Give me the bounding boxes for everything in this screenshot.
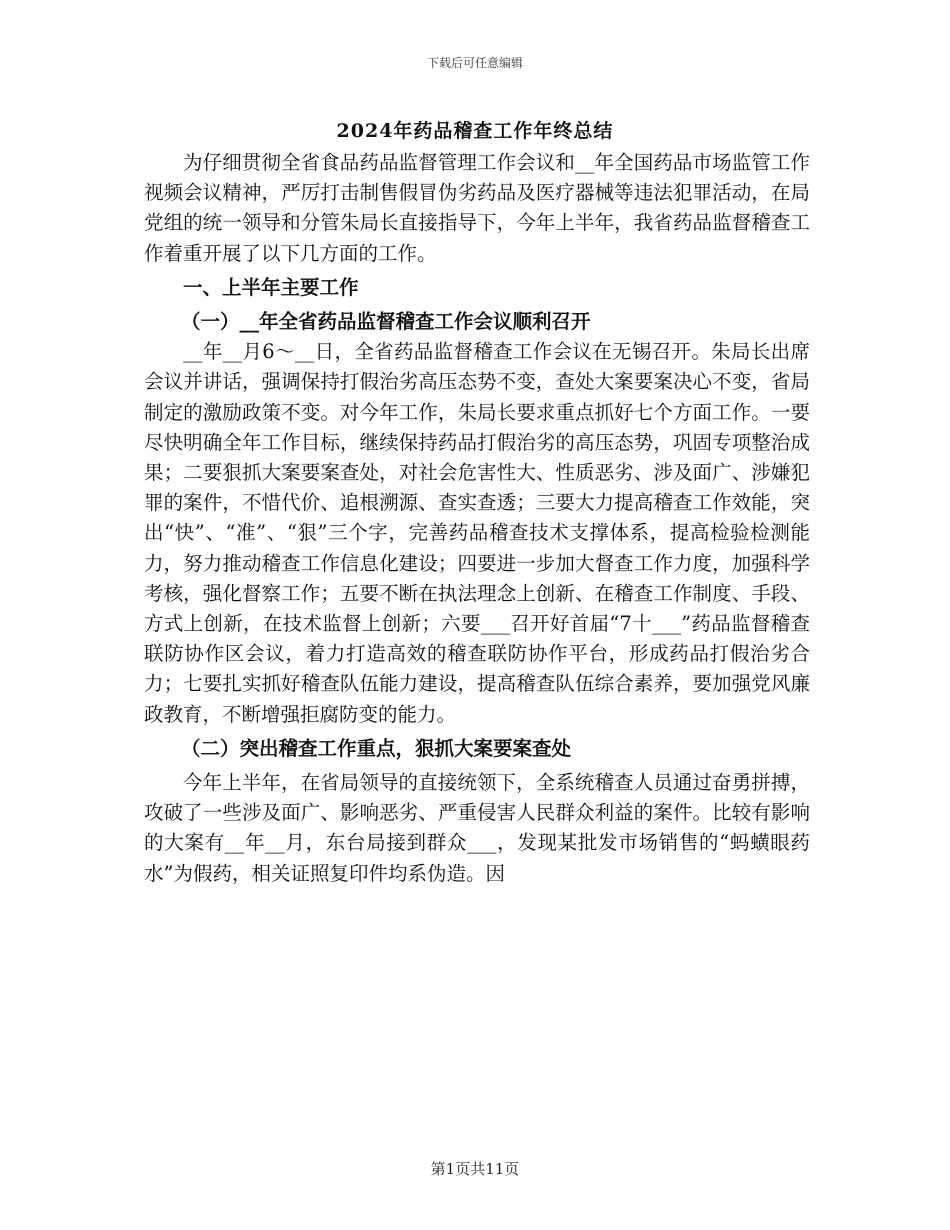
subsection-heading-2: （二）突出稽查工作重点，狠抓大案要案查处	[181, 736, 572, 760]
document-body	[144, 148, 810, 889]
page-number: 第1页共11页	[430, 1160, 520, 1178]
subsection-2-paragraph: 今年上半年，在省局领导的直接统领下，全系统稽查人员通过奋勇拼搏，攻破了一些涉及面广、影响恶劣、严重侵害人民群众利益的案件。比较有影响的大案有__年__月，东台局接到群众___，发现某批发市场销售的“蚂蟥眼药水”为假药，相关证照复印件均系伪造。因	[144, 771, 810, 885]
intro-paragraph: 为仔细贯彻全省食品药品监督管理工作会议和__年全国药品市场监管工作视频会议精神，严厉打击制售假冒伪劣药品及医疗器械等违法犯罪活动，在局党组的统一领导和分管朱局长直接指导下，今年上半年，我省药品监督稽查工作着重开展了以下几方面的工作。	[144, 151, 810, 265]
section-heading-1: 一、上半年主要工作	[183, 275, 359, 299]
subsection-1-paragraph: __年__月6～__日，全省药品监督稽查工作会议在无锡召开。朱局长出席会议并讲话，强调保持打假治劣高压态势不变，查处大案要案决心不变，省局制定的激励政策不变。对今年工作，朱局长要求重点抓好七个方面工作。一要尽快明确全年工作目标，继续保持药品打假治劣的高压态势，巩固专项整治成果；二要狠抓大案要案查处，对社会危害性大、性质恶劣、涉及面广、涉嫌犯罪的案件，不惜代价、追根溯源、查实查透；三要大力提高稽查工作效能，突出“快”、“准”、“狠”三个字，完善药品稽查技术支撑体系，提高检验检测能力，努力推动稽查工作信息化建设；四要进一步加大督查工作力度，加强科学考核，强化督察工作；五要不断在执法理念上创新、在稽查工作制度、手段、方式上创新，在技术监督上创新；六要___召开好首届“7十___”药品监督稽查联防协作区会议，着力打造高效的稽查联防协作平台，形成药品打假治劣合力；七要扎实抓好稽查队伍能力建设，提高稽查队伍综合素养，要加强党风廉政教育，不断增强拒腐防变的能力。	[144, 340, 810, 726]
header-note: 下载后可任意编辑	[426, 56, 523, 70]
subsection-heading-1: （一）__年全省药品监督稽查工作会议顺利召开	[181, 310, 591, 334]
document-title: 2024年药品稽查工作年终总结	[336, 120, 614, 142]
